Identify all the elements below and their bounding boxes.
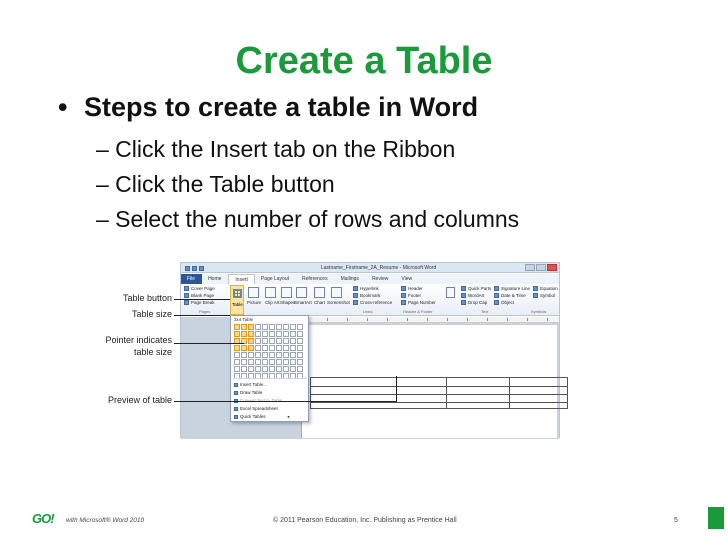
- heading-text: Steps to create a table in Word: [84, 92, 479, 122]
- callout-line-table-size: [174, 315, 230, 316]
- table-grid-cell[interactable]: [276, 324, 282, 330]
- table-button[interactable]: [230, 285, 244, 315]
- table-grid-cell[interactable]: [290, 345, 296, 351]
- insert-table-item[interactable]: Insert Table...: [234, 382, 267, 387]
- tab-references[interactable]: References: [302, 276, 328, 282]
- table-grid-cell[interactable]: [269, 359, 275, 365]
- drop-cap-button[interactable]: Drop Cap: [461, 300, 487, 305]
- bullet-dot: •: [58, 92, 68, 122]
- callout-pointer: Pointer indicates: [105, 335, 172, 345]
- chart-icon[interactable]: [314, 287, 325, 298]
- table-grid-cell[interactable]: [283, 331, 289, 337]
- callout-line-table-button: [174, 299, 230, 300]
- word-icon: [185, 266, 190, 271]
- tab-view[interactable]: View: [401, 276, 413, 282]
- slide-title: Create a Table: [235, 40, 493, 82]
- tab-insert[interactable]: Insert: [228, 274, 255, 284]
- table-grid-cell[interactable]: [248, 338, 254, 344]
- table-grid-cell[interactable]: [290, 331, 296, 337]
- table-grid-cell[interactable]: [283, 338, 289, 344]
- date-time-button[interactable]: Date & Time: [494, 293, 526, 298]
- document-page[interactable]: [301, 325, 557, 438]
- dropdown-divider: [233, 378, 307, 379]
- table-icon: [233, 289, 242, 298]
- callout-pointer-2: table size: [133, 347, 172, 357]
- maximize-button[interactable]: [536, 264, 546, 271]
- table-grid-cell[interactable]: [297, 345, 303, 351]
- table-grid-cell[interactable]: [290, 338, 296, 344]
- shapes-label: Shapes: [280, 300, 296, 305]
- table-grid-cell[interactable]: [297, 331, 303, 337]
- screenshot-label: Screenshot: [327, 300, 350, 305]
- table-grid-cell[interactable]: [241, 345, 247, 351]
- bookmark-button[interactable]: Bookmark: [353, 293, 380, 298]
- picture-icon[interactable]: [248, 287, 259, 298]
- table-grid-cell[interactable]: [262, 366, 268, 372]
- save-icon[interactable]: [192, 266, 197, 271]
- table-grid-cell[interactable]: [248, 352, 254, 358]
- table-grid-cell[interactable]: [241, 366, 247, 372]
- footer-icon: [401, 293, 406, 298]
- hyperlink-icon: [353, 286, 358, 291]
- header-icon: [401, 286, 406, 291]
- table-grid-cell[interactable]: [269, 331, 275, 337]
- bookmark-icon: [353, 293, 358, 298]
- table-col-divider: [509, 378, 510, 408]
- footer-copyright: © 2011 Pearson Education, Inc. Publishing as Prentice Hall: [273, 517, 457, 524]
- cross-reference-button[interactable]: Cross-reference: [353, 300, 392, 305]
- quick-parts-icon: [461, 286, 466, 291]
- page-number-button[interactable]: Page Number: [401, 300, 436, 305]
- bullet-heading: [58, 92, 478, 123]
- word-window: [180, 262, 560, 438]
- table-grid-cell[interactable]: [241, 352, 247, 358]
- draw-table-item[interactable]: Draw Table: [234, 390, 262, 395]
- callout-line-preview-vertical: [396, 376, 397, 402]
- signature-icon: [494, 286, 499, 291]
- callout-preview: Preview of table: [107, 395, 172, 405]
- table-grid-cell[interactable]: [276, 345, 282, 351]
- wordart-icon: [461, 293, 466, 298]
- table-grid-cell[interactable]: [283, 352, 289, 358]
- smartart-label: SmartArt: [294, 300, 312, 305]
- text-box-icon[interactable]: [446, 287, 455, 298]
- callout-line-preview: [174, 401, 396, 402]
- table-row-divider: [311, 386, 567, 387]
- screenshot-icon[interactable]: [331, 287, 342, 298]
- table-grid-cell[interactable]: [283, 345, 289, 351]
- insert-table-icon: [234, 383, 238, 387]
- pencil-icon: [234, 391, 238, 395]
- table-grid-cell[interactable]: [297, 324, 303, 330]
- step-1: – Click the Insert tab on the Ribbon: [96, 136, 456, 162]
- table-grid-cell[interactable]: [290, 359, 296, 365]
- undo-icon[interactable]: [199, 266, 204, 271]
- page-break-icon: [184, 300, 189, 305]
- table-grid-cell[interactable]: [234, 345, 240, 351]
- table-grid-cell[interactable]: [234, 331, 240, 337]
- group-label-links: Links: [363, 309, 373, 314]
- table-grid-cell[interactable]: [269, 324, 275, 330]
- table-grid-cell[interactable]: [248, 359, 254, 365]
- callout-table-button: Table button: [122, 293, 172, 303]
- smartart-icon[interactable]: [296, 287, 307, 298]
- table-grid-cell[interactable]: [269, 345, 275, 351]
- minimize-button[interactable]: [525, 264, 535, 271]
- tab-page-layout[interactable]: Page Layout: [260, 276, 290, 282]
- table-grid-cell[interactable]: [283, 366, 289, 372]
- quick-parts-button[interactable]: Quick Parts: [461, 286, 491, 291]
- object-icon: [494, 300, 499, 305]
- table-grid-cell[interactable]: [262, 345, 268, 351]
- quick-tables-icon: [234, 415, 238, 419]
- page-break-button[interactable]: Page Break: [184, 300, 215, 305]
- group-label-header-footer: Header & Footer: [403, 309, 433, 314]
- step-3: – Select the number of rows and columns: [96, 206, 520, 232]
- picture-label: Picture: [247, 300, 262, 305]
- symbol-button[interactable]: Symbol: [533, 293, 555, 298]
- submenu-arrow-icon: ▸: [287, 414, 290, 419]
- table-grid-cell[interactable]: [255, 331, 261, 337]
- table-grid-cell[interactable]: [262, 331, 268, 337]
- table-grid-cell[interactable]: [290, 324, 296, 330]
- tab-review[interactable]: Review: [371, 276, 389, 282]
- table-grid-cell[interactable]: [283, 359, 289, 365]
- tab-home[interactable]: Home: [208, 276, 222, 282]
- table-col-divider: [446, 378, 447, 408]
- table-grid-cell[interactable]: [297, 338, 303, 344]
- table-grid-cell[interactable]: [262, 338, 268, 344]
- table-grid-cell[interactable]: [290, 366, 296, 372]
- clip-art-label: Clip Art: [265, 300, 280, 305]
- table-grid-cell[interactable]: [262, 352, 268, 358]
- group-label-symbols: Symbols: [531, 309, 547, 314]
- chart-label: Chart: [314, 300, 326, 305]
- cover-page-icon: [184, 286, 189, 291]
- page-number-icon: [401, 300, 406, 305]
- callout-line-pointer: [174, 343, 244, 344]
- title-bar: [181, 263, 559, 273]
- table-grid-cell[interactable]: [234, 324, 240, 330]
- table-grid-cell[interactable]: [255, 345, 261, 351]
- table-grid-cell[interactable]: [248, 324, 254, 330]
- table-grid-cell[interactable]: [234, 359, 240, 365]
- table-row-divider: [311, 394, 567, 395]
- equation-icon: [533, 286, 538, 291]
- window-title: Lastname_Firstname_2A_Resume - Microsoft Word: [321, 265, 437, 271]
- ribbon-tabs: [181, 274, 559, 284]
- table-grid-cell[interactable]: [262, 324, 268, 330]
- equation-button[interactable]: Equation: [533, 286, 558, 291]
- table-grid-cell[interactable]: [241, 331, 247, 337]
- table-grid-cell[interactable]: [255, 338, 261, 344]
- footer-accent-bar: [708, 507, 724, 529]
- table-grid-cell[interactable]: [269, 352, 275, 358]
- excel-icon: [234, 407, 238, 411]
- wordart-button[interactable]: WordArt: [461, 293, 484, 298]
- table-grid-cell[interactable]: [248, 345, 254, 351]
- table-grid-cell[interactable]: [269, 338, 275, 344]
- table-grid-cell[interactable]: [269, 366, 275, 372]
- header-button[interactable]: Header: [401, 286, 423, 291]
- table-grid-cell[interactable]: [255, 366, 261, 372]
- table-grid-cell[interactable]: [276, 352, 282, 358]
- quick-tables-item[interactable]: Quick Tables ▸: [234, 414, 290, 420]
- cover-page-button[interactable]: Cover Page: [184, 286, 215, 291]
- slide-number: 5: [674, 517, 678, 524]
- insert-table-dropdown[interactable]: [230, 315, 309, 422]
- preview-table: [310, 377, 568, 409]
- omega-icon: [533, 293, 538, 298]
- close-button[interactable]: [547, 264, 557, 271]
- table-grid-cell[interactable]: [276, 359, 282, 365]
- quick-access-toolbar[interactable]: [185, 264, 213, 272]
- table-grid-cell[interactable]: [248, 331, 254, 337]
- table-grid-cell[interactable]: [241, 359, 247, 365]
- dropdown-table-size-title: 3x4 Table: [234, 317, 254, 322]
- table-grid-cell[interactable]: [255, 352, 261, 358]
- table-grid-cell[interactable]: [276, 366, 282, 372]
- table-row-divider: [311, 402, 567, 403]
- table-grid-cell[interactable]: [255, 359, 261, 365]
- object-button[interactable]: Object: [494, 300, 514, 305]
- hyperlink-button[interactable]: Hyperlink: [353, 286, 379, 291]
- table-grid-cell[interactable]: [297, 352, 303, 358]
- tab-mailings[interactable]: Mailings: [340, 276, 359, 282]
- table-grid-cell[interactable]: [255, 324, 261, 330]
- footer-left: with Microsoft® Word 2010: [66, 517, 145, 524]
- table-grid-cell[interactable]: [262, 359, 268, 365]
- table-grid-cell[interactable]: [283, 324, 289, 330]
- signature-line-button[interactable]: Signature Line: [494, 286, 530, 291]
- horizontal-ruler: [307, 317, 559, 323]
- table-grid-cell[interactable]: [234, 352, 240, 358]
- shapes-icon[interactable]: [281, 287, 292, 298]
- tab-file[interactable]: File: [181, 274, 202, 284]
- blank-page-icon: [184, 293, 189, 298]
- drop-cap-icon: [461, 300, 466, 305]
- table-grid-cell[interactable]: [276, 331, 282, 337]
- table-grid-cell[interactable]: [241, 324, 247, 330]
- clip-art-icon[interactable]: [265, 287, 276, 298]
- table-grid-cell[interactable]: [290, 352, 296, 358]
- cross-reference-icon: [353, 300, 358, 305]
- table-button-label: Table: [232, 302, 243, 307]
- word-screenshot: [180, 262, 560, 438]
- window-controls: [525, 264, 557, 271]
- footer-button[interactable]: Footer: [401, 293, 421, 298]
- group-label-text: Text: [481, 309, 489, 314]
- excel-spreadsheet-item[interactable]: Excel Spreadsheet: [234, 406, 278, 411]
- table-grid-cell[interactable]: [297, 359, 303, 365]
- table-grid-cell[interactable]: [234, 366, 240, 372]
- go-logo: GO!: [32, 511, 54, 526]
- table-grid-cell[interactable]: [276, 338, 282, 344]
- blank-page-button[interactable]: Blank Page: [184, 293, 214, 298]
- callout-table-size: Table size: [131, 309, 172, 319]
- table-grid-cell[interactable]: [297, 366, 303, 372]
- calendar-icon: [494, 293, 499, 298]
- step-2: – Click the Table button: [96, 171, 335, 197]
- table-grid-cell[interactable]: [248, 366, 254, 372]
- group-label-pages: Pages: [199, 309, 211, 314]
